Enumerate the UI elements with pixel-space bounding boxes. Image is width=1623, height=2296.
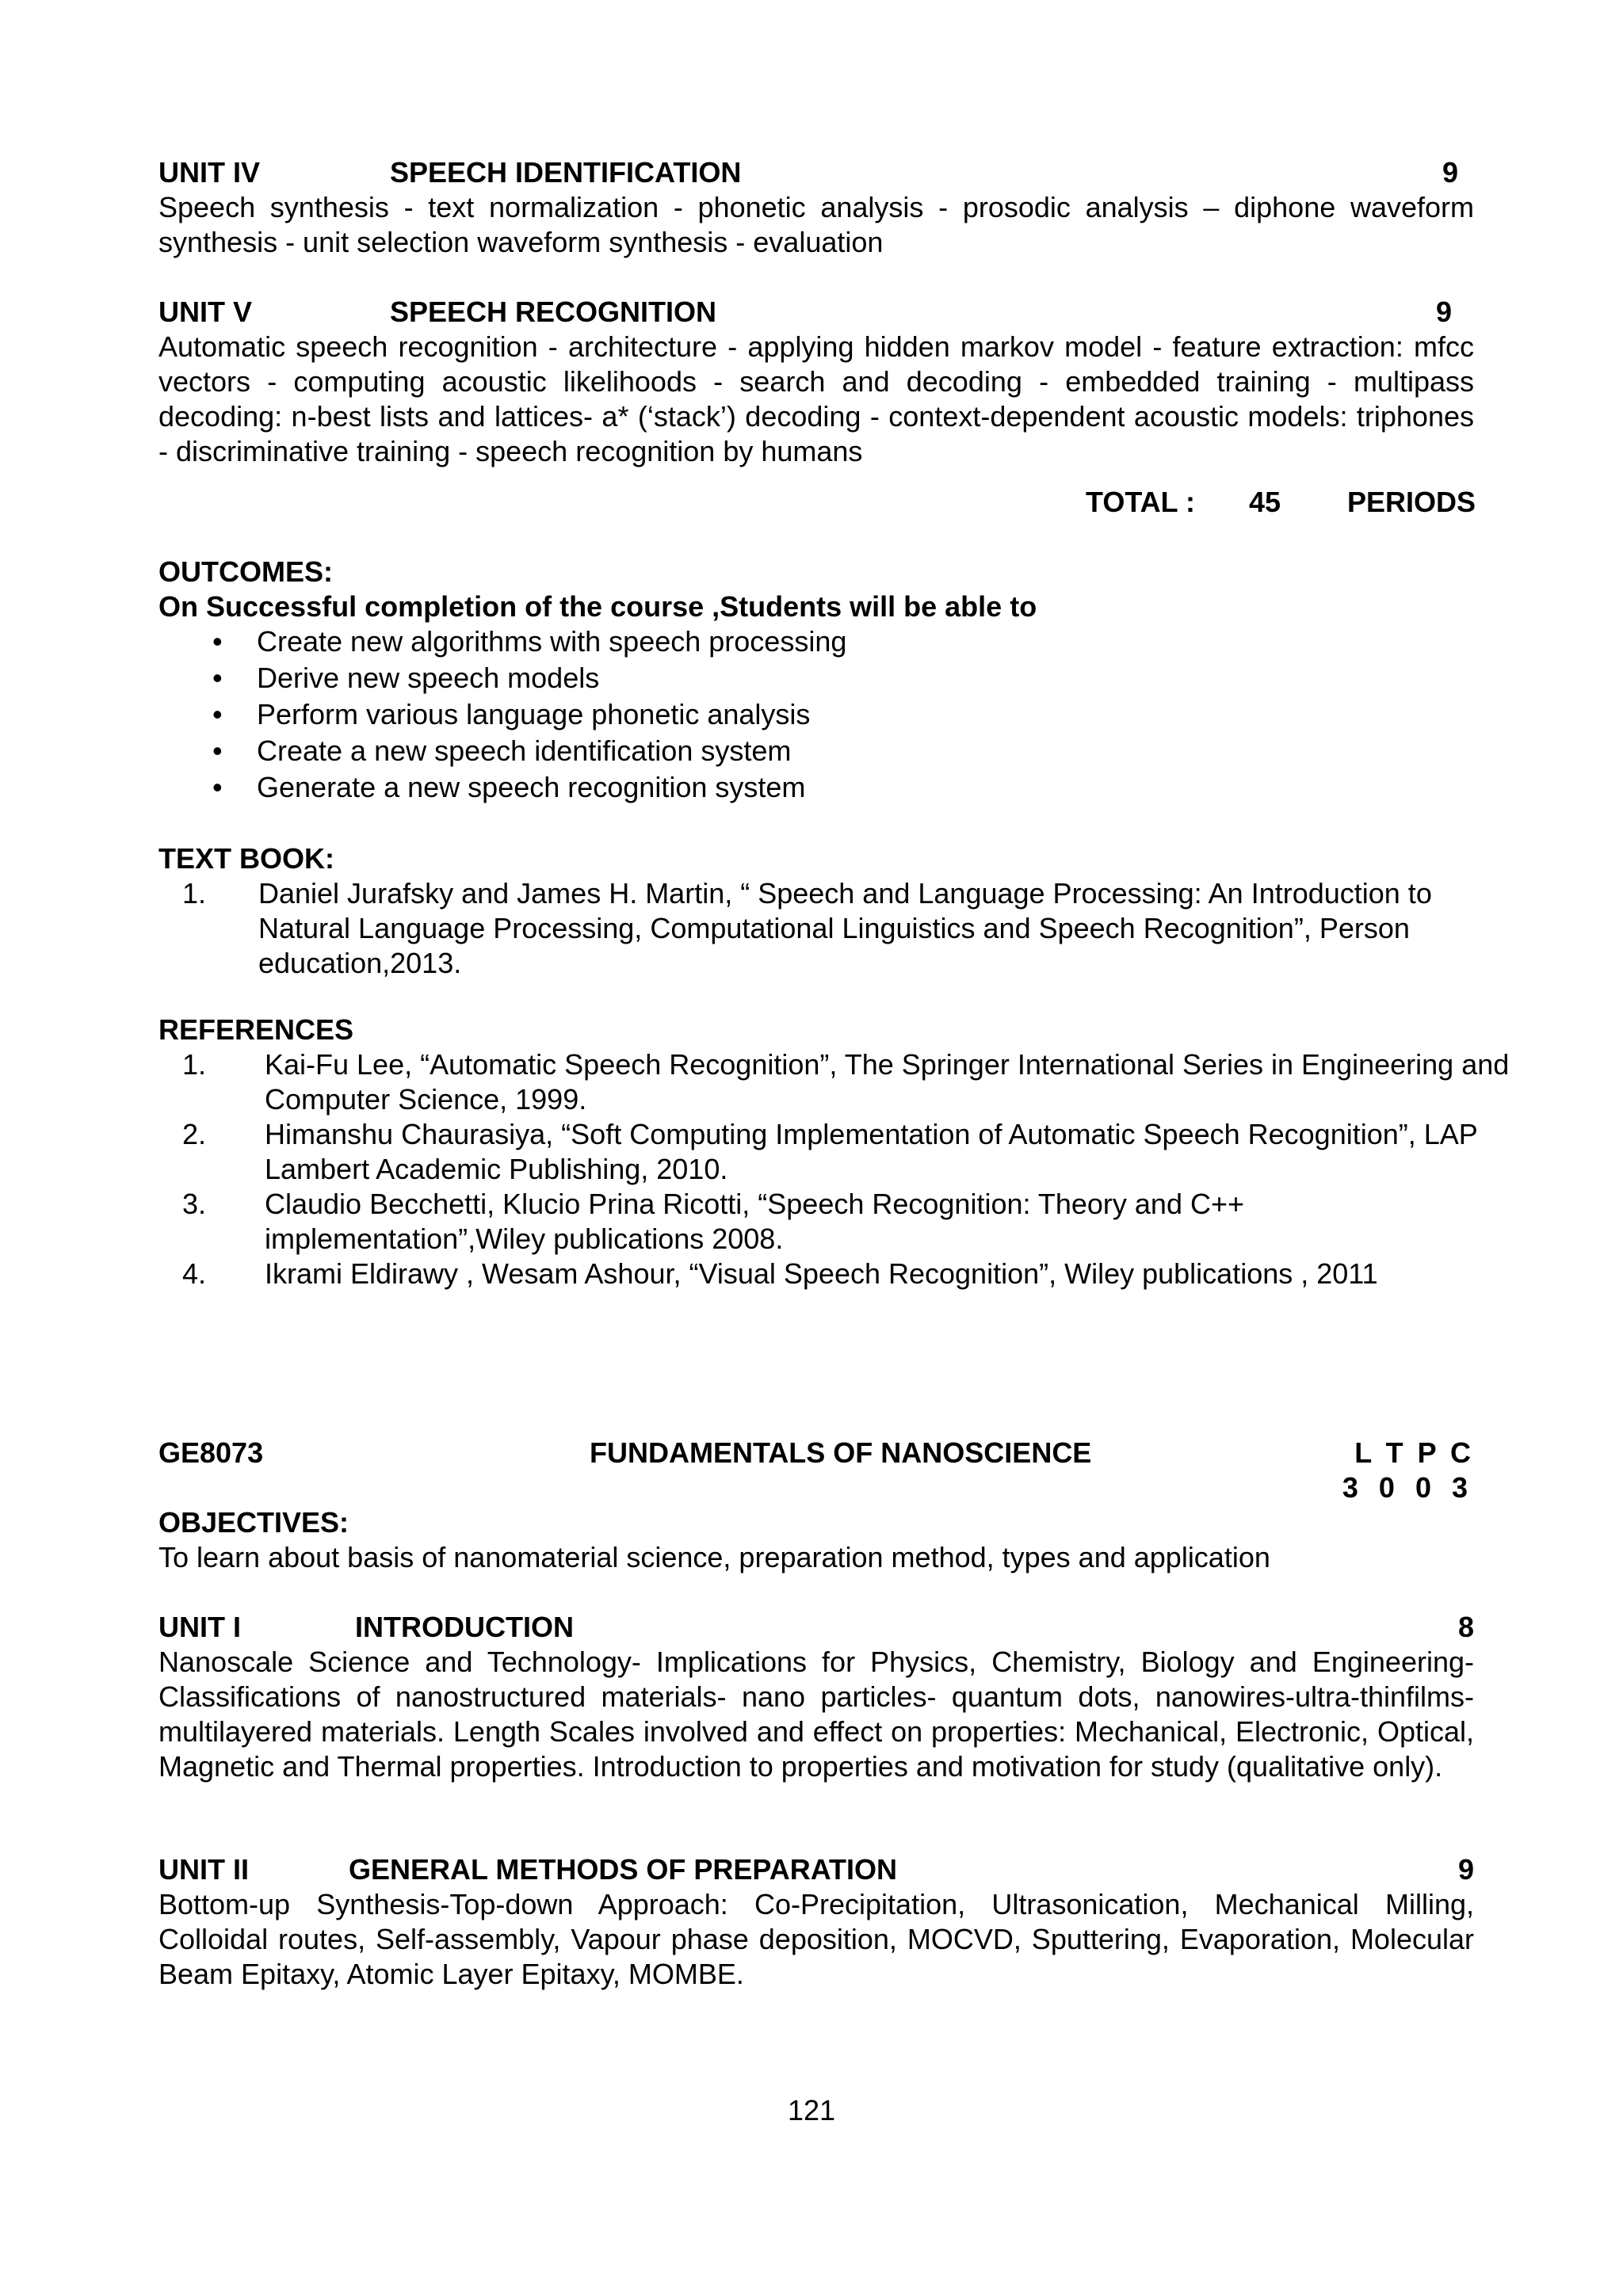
unit-title: SPEECH IDENTIFICATION: [390, 156, 742, 189]
bullet-icon: •: [212, 698, 223, 730]
total-unit: PERIODS: [1347, 486, 1476, 518]
unit-ii-body: Bottom-up Synthesis-Top-down Approach: Co-Precipitation, Ultrasonication, Mechanical Milling, Colloidal routes, Self-assembly, Vapour phase deposition, MOCVD, Sputtering, Evaporation, Molecular Beam Epitaxy, Atomic Layer Epitaxy, MOMBE.: [158, 1888, 1474, 1990]
unit-iv-heading: [158, 155, 1474, 190]
list-item: • Create a new speech identification system: [212, 734, 792, 767]
unit-i-body: Nanoscale Science and Technology- Implications for Physics, Chemistry, Biology and Engineering-Classifications of nanostructured materials- nano particles- quantum dots, nanowires-ultra-thinfilms-multilayered materials. Length Scales involved and effect on properties: Mechanical, Electronic, Optical, Magnetic and Thermal properties. Introduction to properties and motivation for study (qualitative only).: [158, 1646, 1474, 1783]
bullet-icon: •: [212, 734, 223, 767]
list-item: • Derive new speech models: [212, 662, 600, 694]
objectives-heading: OBJECTIVES:: [158, 1506, 349, 1539]
unit-hours: 9: [1457, 1853, 1474, 1886]
unit-v-body: Automatic speech recognition - architecture - applying hidden markov model - feature extraction: mfcc vectors - computing acoustic likelihoods - search and decoding - embedded training - multipass decoding: n-best lists and lattices- a* (‘stack’) decoding - context-dependent acoustic models: triphones - discriminative training - speech recognition by humans: [158, 330, 1474, 467]
list-item: 1. Daniel Jurafsky and James H. Martin, “ Speech and Language Processing: An Introduction to Natural Language Processing, Computational Linguistics and Speech Recognition”, Person education,2013.: [182, 877, 1432, 979]
course-header: [158, 1436, 1474, 1507]
outcomes-list: [158, 624, 1474, 807]
unit-hours: 9: [1442, 156, 1458, 189]
unit-v-section: [158, 295, 1474, 469]
list-item: 2. Himanshu Chaurasiya, “Soft Computing Implementation of Automatic Speech Recognition”, LAP Lambert Academic Publishing, 2010.: [182, 1118, 1478, 1185]
unit-hours: 8: [1457, 1611, 1474, 1643]
unit-title: INTRODUCTION: [355, 1611, 574, 1643]
unit-ii-heading: [158, 1852, 1474, 1887]
textbook-heading: TEXT BOOK:: [158, 842, 334, 875]
unit-iv-body: Speech synthesis - text normalization - phonetic analysis - prosodic analysis – diphone waveform synthesis - unit selection waveform synthesis - evaluation: [158, 191, 1474, 258]
textbook-list: [158, 876, 1506, 981]
bullet-icon: •: [212, 625, 223, 658]
unit-title: SPEECH RECOGNITION: [390, 296, 717, 328]
list-item: • Generate a new speech recognition system: [212, 771, 806, 803]
unit-hours: 9: [1435, 296, 1452, 328]
unit-iv-section: [158, 155, 1474, 260]
bullet-icon: •: [212, 662, 223, 694]
objectives-text: To learn about basis of nanomaterial science, preparation method, types and application: [158, 1541, 1270, 1573]
list-item: • Perform various language phonetic analysis: [212, 698, 811, 730]
unit-i-section: [158, 1610, 1474, 1784]
course-code: GE8073: [158, 1436, 264, 1469]
objectives-section: [158, 1505, 1474, 1575]
unit-v-heading: [158, 295, 1474, 330]
textbook-section: [158, 841, 1506, 981]
list-item: 3. Claudio Becchetti, Klucio Prina Ricotti, “Speech Recognition: Theory and C++ implementation”,Wiley publications 2008.: [182, 1188, 1245, 1255]
total-count: 45: [1249, 486, 1281, 518]
unit-label: UNIT IV: [158, 156, 261, 189]
list-item: 4. Ikrami Eldirawy , Wesam Ashour, “Visual Speech Recognition”, Wiley publications , 2011: [182, 1257, 1378, 1290]
unit-title: GENERAL METHODS OF PREPARATION: [349, 1853, 898, 1886]
course-title: FUNDAMENTALS OF NANOSCIENCE: [590, 1436, 1092, 1469]
unit-i-heading: [158, 1610, 1474, 1645]
ltpc-label: L T P C: [1354, 1436, 1474, 1469]
unit-label: UNIT V: [158, 296, 253, 328]
unit-ii-section: [158, 1852, 1474, 1992]
outcomes-heading: OUTCOMES:: [158, 555, 333, 588]
outcomes-intro: On Successful completion of the course ,Students will be able to: [158, 590, 1037, 623]
unit-label: UNIT I: [158, 1611, 241, 1643]
outcomes-section: [158, 555, 1474, 807]
references-heading: REFERENCES: [158, 1013, 354, 1046]
bullet-icon: •: [212, 771, 223, 803]
references-section: [158, 1013, 1529, 1291]
total-label: TOTAL :: [1086, 486, 1195, 518]
references-list: [158, 1047, 1529, 1291]
list-item: • Create new algorithms with speech processing: [212, 625, 847, 658]
unit-label: UNIT II: [158, 1853, 249, 1886]
ltpc-values: 3 0 0 3: [1342, 1471, 1474, 1504]
total-periods: [1086, 485, 1498, 520]
page-number: 121: [787, 2094, 836, 2126]
list-item: 1. Kai-Fu Lee, “Automatic Speech Recognition”, The Springer International Series in Engineering and Computer Science, 1999.: [182, 1048, 1510, 1116]
